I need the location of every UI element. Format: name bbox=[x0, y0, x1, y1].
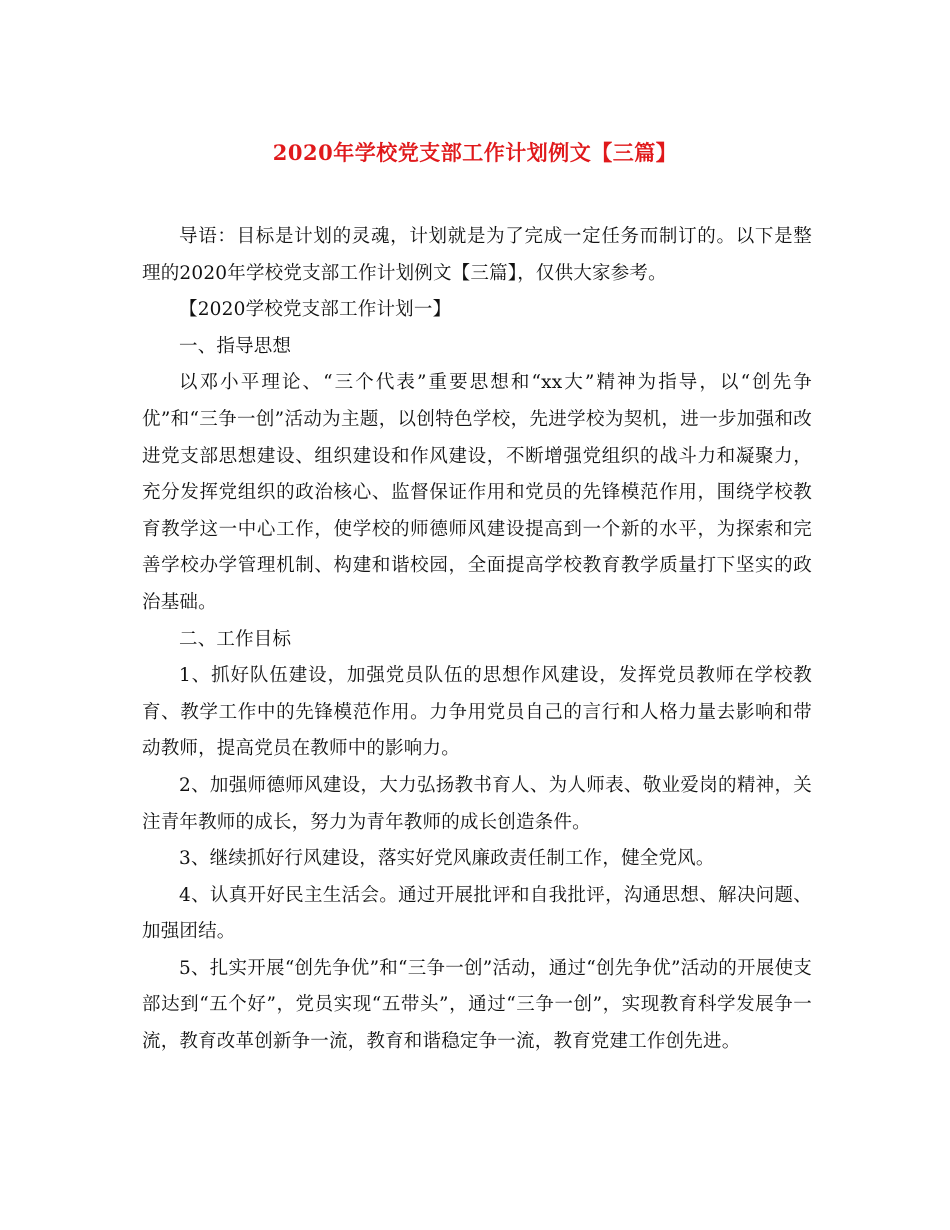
document-body bbox=[142, 219, 812, 1061]
goal-item-5: 5、扎实开展“创先争优”和“三争一创”活动，通过“创先争优”活动的开展使支部达到“五个好”，党员实现“五带头”，通过“三争一创”，实现教育科学发展争一流，教育改革创新争一流，教育和谐稳定争一流，教育党建工作创先进。 bbox=[142, 957, 812, 1053]
heading-work-goals: 二、工作目标 bbox=[179, 628, 292, 650]
goal-item-3: 3、继续抓好行风建设，落实好党风廉政责任制工作，健全党风。 bbox=[179, 848, 715, 870]
document-title: 2020年学校党支部工作计划例文【三篇】 bbox=[272, 140, 678, 165]
paragraph-guiding-ideology: 以邓小平理论、“三个代表”重要思想和“xx大”精神为指导，以“创先争优”和“三争一创”活动为主题，以创特色学校，先进学校为契机，进一步加强和改进党支部思想建设、组织建设和作风建设，不断增强党组织的战斗力和凝聚力，充分发挥党组织的政治核心、监督保证作用和党员的先锋模范作用，围绕学校教育教学这一中心工作，使学校的师德师风建设提高到一个新的水平，为探索和完善学校办学管理机制、构建和谐校园，全面提高学校教育教学质量打下坚实的政治基础。 bbox=[142, 372, 812, 613]
intro-paragraph: 导语：目标是计划的灵魂，计划就是为了完成一定任务而制订的。以下是整理的2020年学校党支部工作计划例文【三篇】，仅供大家参考。 bbox=[142, 226, 812, 284]
goal-item-4: 4、认真开好民主生活会。通过开展批评和自我批评，沟通思想、解决问题、加强团结。 bbox=[142, 884, 812, 943]
heading-guiding-ideology: 一、指导思想 bbox=[179, 335, 292, 357]
section-heading-plan-one: 【2020学校党支部工作计划一】 bbox=[179, 299, 452, 321]
goal-item-1: 1、抓好队伍建设，加强党员队伍的思想作风建设，发挥党员教师在学校教育、教学工作中的先锋模范作用。力争用党员自己的言行和人格力量去影响和带动教师，提高党员在教师中的影响力。 bbox=[142, 665, 812, 760]
goal-item-2: 2、加强师德师风建设，大力弘扬教书育人、为人师表、敬业爱岗的精神，关注青年教师的成长，努力为青年教师的成长创造条件。 bbox=[142, 774, 812, 833]
